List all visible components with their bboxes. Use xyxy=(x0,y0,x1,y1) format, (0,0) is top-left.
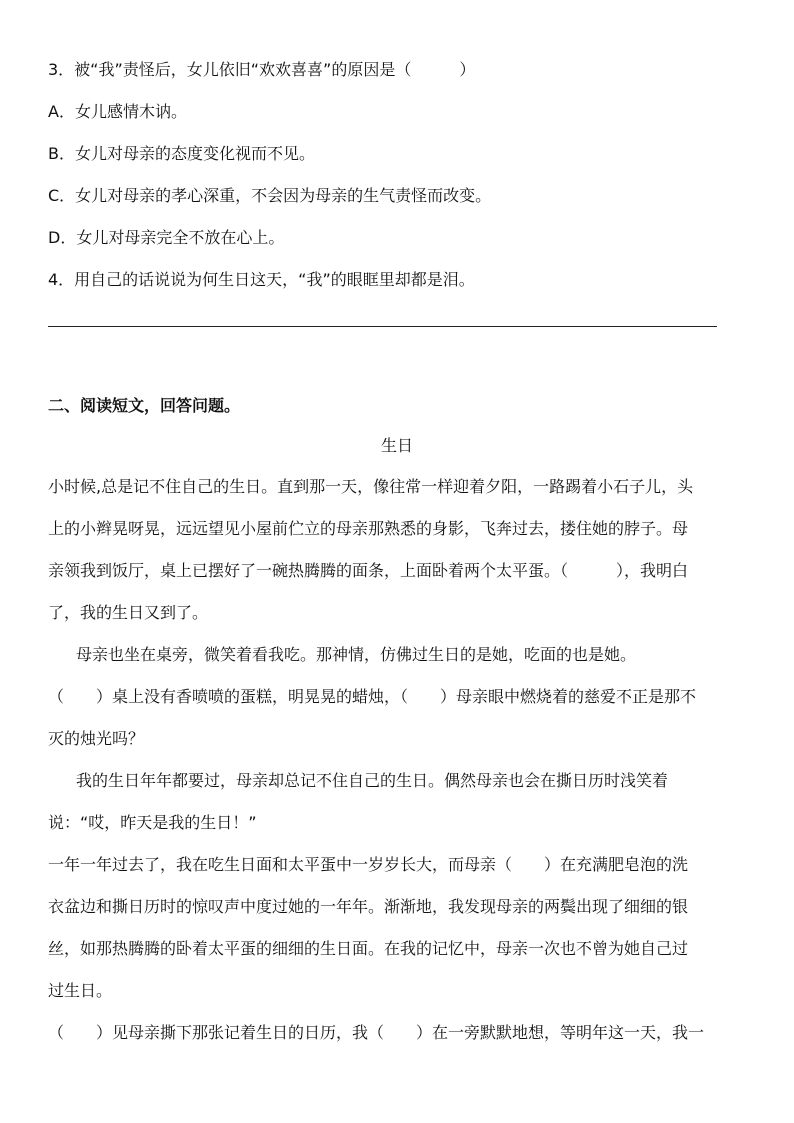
q3-option-a: A．女儿感情木讷。 xyxy=(48,102,187,121)
passage-line: 一年一年过去了，我在吃生日面和太平蛋中一岁岁长大，而母亲（ ）在充满肥皂泡的洗 xyxy=(48,855,689,874)
passage-line: 过生日。 xyxy=(48,981,113,1000)
passage-line: 丝，如那热腾腾的卧着太平蛋的细细的生日面。在我的记忆中，母亲一次也不曾为她自己过 xyxy=(48,939,689,958)
passage-line: 小时候,总是记不住自己的生日。直到那一天，像往常一样迎着夕阳，一路踢着小石子儿，头 xyxy=(48,477,694,496)
passage-line: 衣盆边和撕日历时的惊叹声中度过她的一年年。渐渐地，我发现母亲的两鬓出现了细细的银 xyxy=(48,897,689,916)
passage-line: 灭的烛光吗？ xyxy=(48,729,145,748)
passage-line: 亲领我到饭厅，桌上已摆好了一碗热腾腾的面条，上面卧着两个太平蛋。（ ），我明白 xyxy=(48,561,689,580)
q3-option-c: C．女儿对母亲的孝心深重，不会因为母亲的生气责怪而改变。 xyxy=(48,186,492,205)
passage-line: 我的生日年年都要过，母亲却总记不住自己的生日。偶然母亲也会在撕日历时浅笑着 xyxy=(76,771,669,790)
q3-option-d: D．女儿对母亲完全不放在心上。 xyxy=(48,228,285,247)
passage-title: 生日 xyxy=(380,436,413,455)
q4-answer-line xyxy=(48,326,717,327)
q3-stem: 3．被“我”责怪后，女儿依旧“欢欢喜喜”的原因是（ ） xyxy=(48,60,476,79)
passage-line: （ ）见母亲撕下那张记着生日的日历，我（ ）在一旁默默地想，等明年这一天，我一 xyxy=(48,1023,705,1042)
passage-line: 母亲也坐在桌旁，微笑着看我吃。那神情，仿佛过生日的是她，吃面的也是她。 xyxy=(76,645,637,664)
q3-option-b: B．女儿对母亲的态度变化视而不见。 xyxy=(48,144,315,163)
passage-line: 了，我的生日又到了。 xyxy=(48,603,209,622)
passage-line: 说：“哎，昨天是我的生日！” xyxy=(48,813,257,832)
q4-stem: 4．用自己的话说说为何生日这天，“我”的眼眶里却都是泪。 xyxy=(48,270,475,289)
passage-line: （ ）桌上没有香喷喷的蛋糕，明晃晃的蜡烛，（ ）母亲眼中燃烧着的慈爱不正是那不 xyxy=(48,687,697,706)
passage-line: 上的小辫晃呀晃，远远望见小屋前伫立的母亲那熟悉的身影，飞奔过去，搂住她的脖子。母 xyxy=(48,519,689,538)
section2-heading: 二、阅读短文，回答问题。 xyxy=(48,396,241,415)
